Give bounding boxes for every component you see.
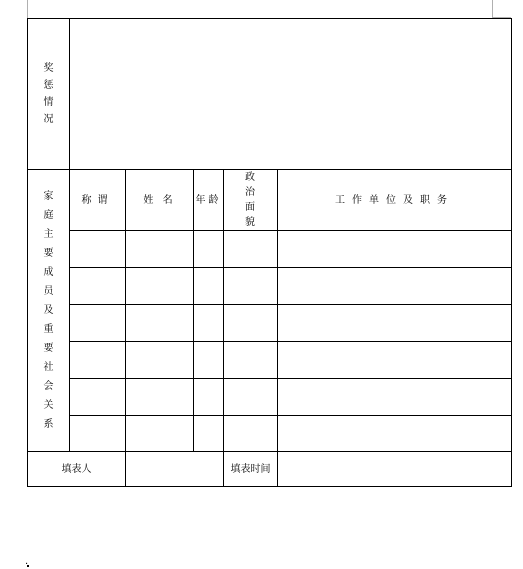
name-cell[interactable]: [126, 231, 194, 268]
name-cell[interactable]: [126, 416, 194, 452]
page-corner-mark-right: [492, 0, 493, 18]
age-cell[interactable]: [194, 268, 224, 305]
time-label-cell: [224, 452, 278, 487]
page-marker-text: .: [25, 556, 29, 567]
work-cell[interactable]: [278, 231, 512, 268]
political-cell[interactable]: [224, 379, 278, 416]
age-cell[interactable]: [194, 305, 224, 342]
age-cell[interactable]: [194, 379, 224, 416]
political-cell[interactable]: [224, 305, 278, 342]
header-political: 政治面貌: [224, 170, 278, 231]
relation-cell[interactable]: [70, 342, 126, 379]
family-row: [28, 416, 512, 452]
political-cell[interactable]: [224, 268, 278, 305]
political-cell[interactable]: [224, 231, 278, 268]
awards-content-cell[interactable]: [70, 19, 512, 170]
relation-cell[interactable]: [70, 305, 126, 342]
relation-cell[interactable]: [70, 416, 126, 452]
work-cell[interactable]: [278, 416, 512, 452]
footer-row: [28, 452, 512, 487]
header-age: 年龄: [194, 170, 224, 231]
header-relation: 称谓: [70, 170, 126, 231]
relation-cell[interactable]: [70, 231, 126, 268]
header-name: 姓 名: [126, 170, 194, 231]
political-cell[interactable]: [224, 342, 278, 379]
filler-label: 填表人: [61, 463, 92, 475]
work-cell[interactable]: [278, 379, 512, 416]
age-cell[interactable]: [194, 342, 224, 379]
family-row: [28, 379, 512, 416]
awards-label: 奖惩情况: [43, 63, 54, 125]
name-cell[interactable]: [126, 305, 194, 342]
registration-form-table: [27, 18, 512, 487]
header-work: 工作单位及职务: [278, 170, 512, 231]
family-row: [28, 268, 512, 305]
filler-value-cell[interactable]: [126, 452, 224, 487]
family-label: 家庭主要成员及重要社会关系: [43, 191, 54, 430]
awards-label-cell: [28, 19, 70, 170]
age-cell[interactable]: [194, 416, 224, 452]
work-cell[interactable]: [278, 342, 512, 379]
awards-row: [28, 19, 512, 170]
family-row: [28, 305, 512, 342]
time-value-cell[interactable]: [278, 452, 512, 487]
family-row: [28, 342, 512, 379]
work-cell[interactable]: [278, 268, 512, 305]
relation-cell[interactable]: [70, 379, 126, 416]
family-header-row: [28, 170, 512, 231]
time-label: 填表时间: [230, 463, 271, 475]
filler-label-cell: [28, 452, 126, 487]
work-cell[interactable]: [278, 305, 512, 342]
name-cell[interactable]: [126, 342, 194, 379]
family-row: [28, 231, 512, 268]
name-cell[interactable]: [126, 268, 194, 305]
family-label-cell: [28, 170, 70, 452]
page-corner-mark-left: [27, 0, 28, 18]
political-cell[interactable]: [224, 416, 278, 452]
age-cell[interactable]: [194, 231, 224, 268]
name-cell[interactable]: [126, 379, 194, 416]
relation-cell[interactable]: [70, 268, 126, 305]
